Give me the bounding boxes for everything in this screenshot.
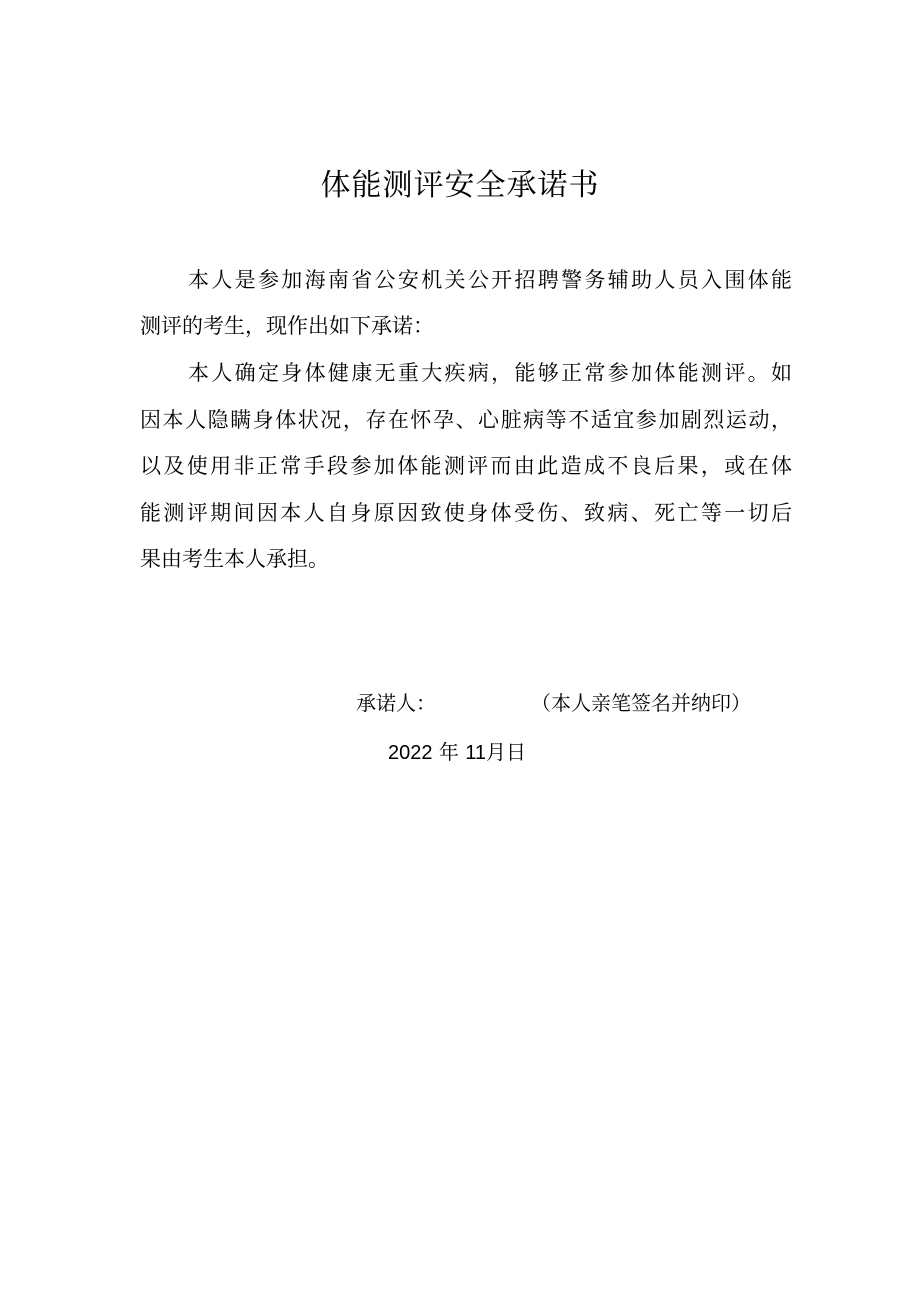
paragraph-2-line-2: 因本人隐瞒身体状况，存在怀孕、心脏病等不适宜参加剧烈运动， (140, 408, 792, 432)
date-year-unit: 年 (438, 740, 459, 764)
date-line (388, 737, 526, 768)
paragraph-2-line-5: 果由考生本人承担。 (140, 547, 329, 571)
paragraph-1-line-2: 测评的考生，现作出如下承诺： (140, 314, 434, 338)
date-month: 11 (465, 742, 486, 764)
date-year: 2022 (388, 742, 433, 764)
paragraph-2-line-3: 以及使用非正常手段参加体能测评而由此造成不良后果，或在体 (140, 454, 792, 478)
date-day-unit: 日 (505, 740, 526, 764)
paragraph-1-line-1: 本人是参加海南省公安机关公开招聘警务辅助人员入围体能 (188, 268, 792, 292)
date-month-unit: 月 (485, 740, 506, 764)
signature-note: （本人亲笔签名并纳印） (531, 691, 751, 715)
paragraph-2-line-1: 本人确定身体健康无重大疾病，能够正常参加体能测评。如 (188, 361, 792, 385)
document-title: 体能测评安全承诺书 (320, 168, 600, 203)
paragraph-2-line-4: 能测评期间因本人自身原因致使身体受伤、致病、死亡等一切后 (140, 501, 792, 525)
signature-label: 承诺人： (356, 691, 436, 715)
